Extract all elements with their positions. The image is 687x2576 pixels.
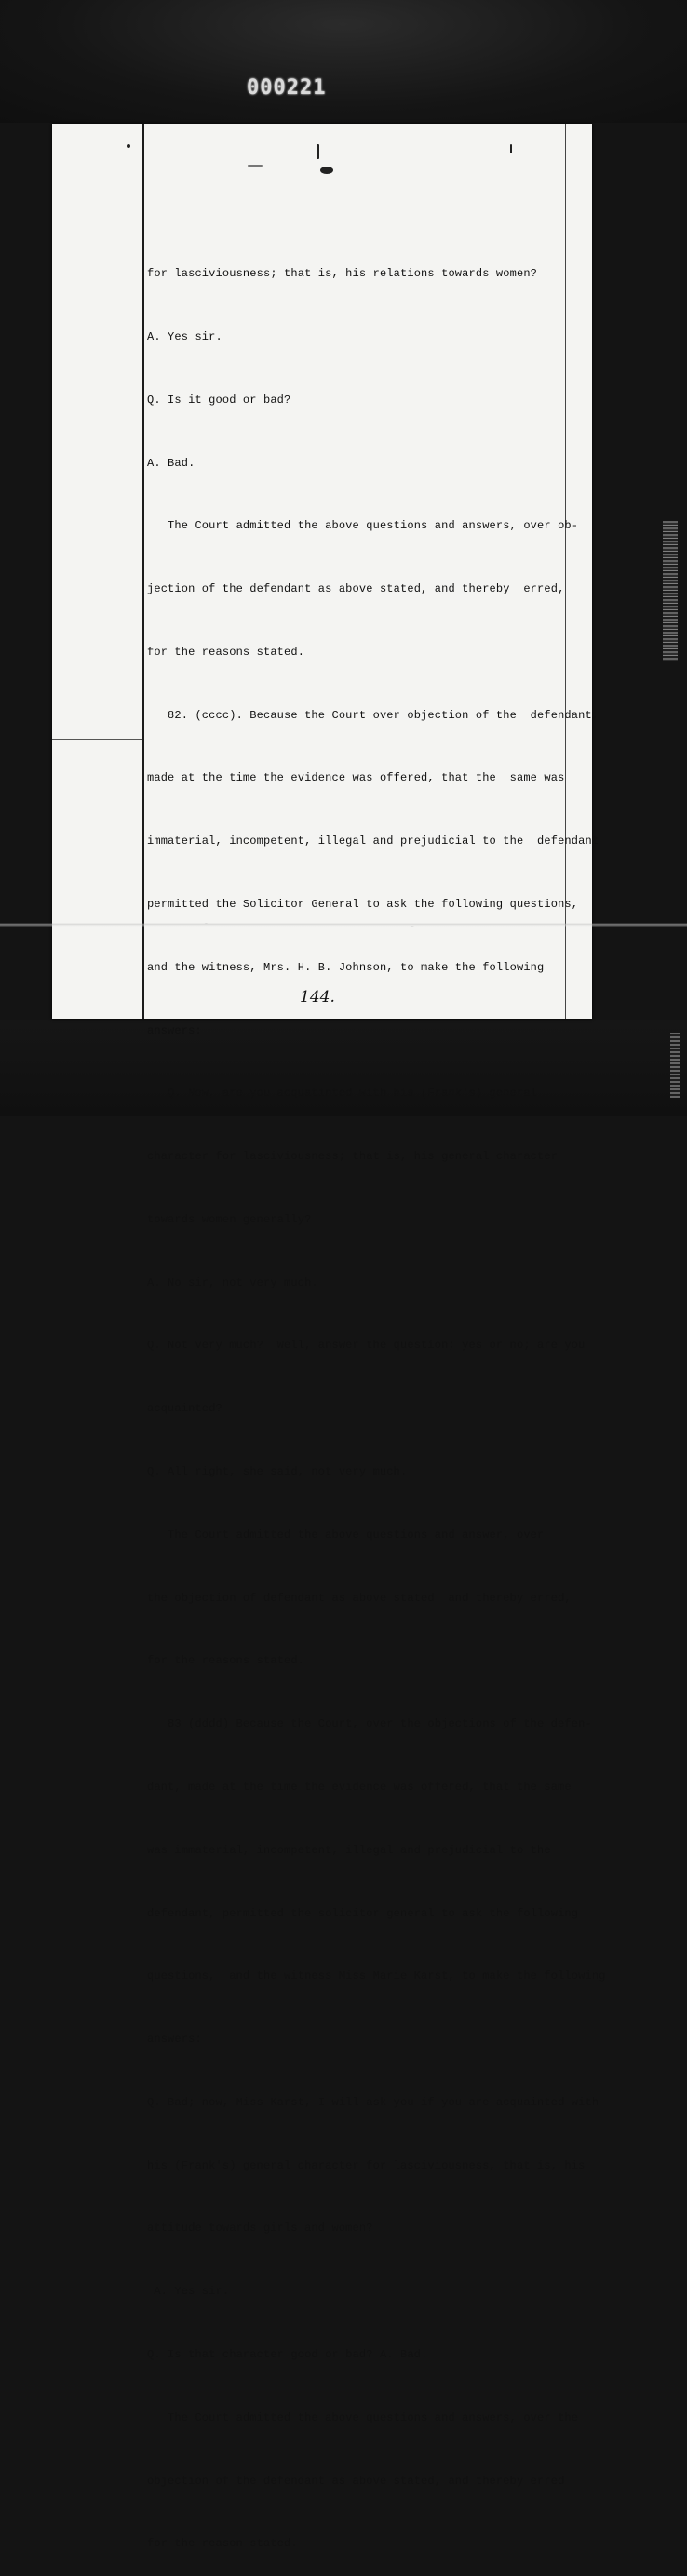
stamp-digits: 000221 [247,75,327,100]
text-line: The Court admitted the above questions and answers, over the [147,2410,579,2424]
ink-dot [127,144,130,148]
text-line: towards women generally? [147,1212,312,1226]
margin-horizontal-rule [52,739,142,740]
text-line: A. Yes sir. [147,2285,230,2299]
film-edge-marking-lower [670,1033,680,1098]
text-line: answers: [147,1023,202,1037]
text-line: Q. Bad; now, Miss Karst, I will ask you if you are acquainted with [147,2095,599,2109]
text-line: for the reasons stated. [147,1654,305,1668]
text-line: Q. Not very much? Well, answer the question; yes or no; are you [147,1339,586,1353]
film-edge-marking [663,521,678,661]
handwritten-page-number: 144. [300,988,335,1007]
text-line: attitude towards girls and women? [147,2222,373,2236]
text-line: for the reasons stated. [147,645,305,659]
text-line: character for lasciviousness; that is, his general character [147,1150,559,1164]
text-line: was immaterial, incompetent, illegal and prejudicial to the [147,1843,551,1857]
text-line: acquainted? [147,1402,222,1416]
text-line: Q. Is that character good or bad? A. Bad. [147,2347,428,2361]
text-line: the objection of defendant as above stated and thereby erred, [147,1591,572,1605]
text-line: answers: [147,2033,202,2047]
ink-mark-right [510,144,512,153]
left-margin-rule [142,124,144,1019]
text-line: 82. (cccc). Because the Court over objection of the defendant, [147,708,599,722]
text-line: objection of the defendant as above stated, and thereby erred [147,2474,565,2488]
ink-mark [317,144,319,159]
text-line: for lasciviousness; that is, his relations towards women? [147,267,538,281]
text-line: defendant, permitted the solicitor general to ask the following [147,1906,579,1920]
text-line: A. No sir, not very much. [147,1275,318,1289]
text-line: Q. Now, are you acquatinted with his (Frank's) general [147,1087,538,1101]
text-line: A. Yes sir. [147,329,222,343]
page-stamp-number [247,74,358,100]
ink-smudge [320,167,333,174]
typed-text-body [147,221,606,2576]
text-line: A. Bad. [147,456,195,470]
text-line: jection of the defendant as above stated, and thereby erred, [147,582,565,596]
text-line: questions, and the witness Miss Marie Karst, to make the following [147,1969,606,1983]
text-line: made at the time the evidence was offered, that the same was [147,771,565,785]
scan-background-top [0,0,687,123]
text-line: Q. Is it good or bad? [147,393,291,407]
film-scratch-band [0,916,687,933]
faint-mark [248,165,263,167]
text-line: The Court admitted the above questions and answer, over [147,1528,545,1542]
text-line: for the reason stated. [147,2537,298,2551]
text-line: Q. All right, she said, not very much. [147,1465,408,1479]
text-line: 83 (dddd) Because the Court, over the objections of the defen- [147,1717,592,1731]
text-line: dant, made at the time the evidence was offered, that the same [147,1780,572,1794]
text-line: immaterial, incompetent, illegal and prejudicial to the defendant [147,834,599,848]
text-line: and the witness, Mrs. H. B. Johnson, to make the following [147,960,545,974]
text-line: The Court admitted the above questions and answers, over ob- [147,519,579,533]
text-line: his (Frank's) general character for lasciviousness, that is, his [147,2158,586,2172]
text-line: permitted the Solicitor General to ask the following questions, [147,898,579,911]
